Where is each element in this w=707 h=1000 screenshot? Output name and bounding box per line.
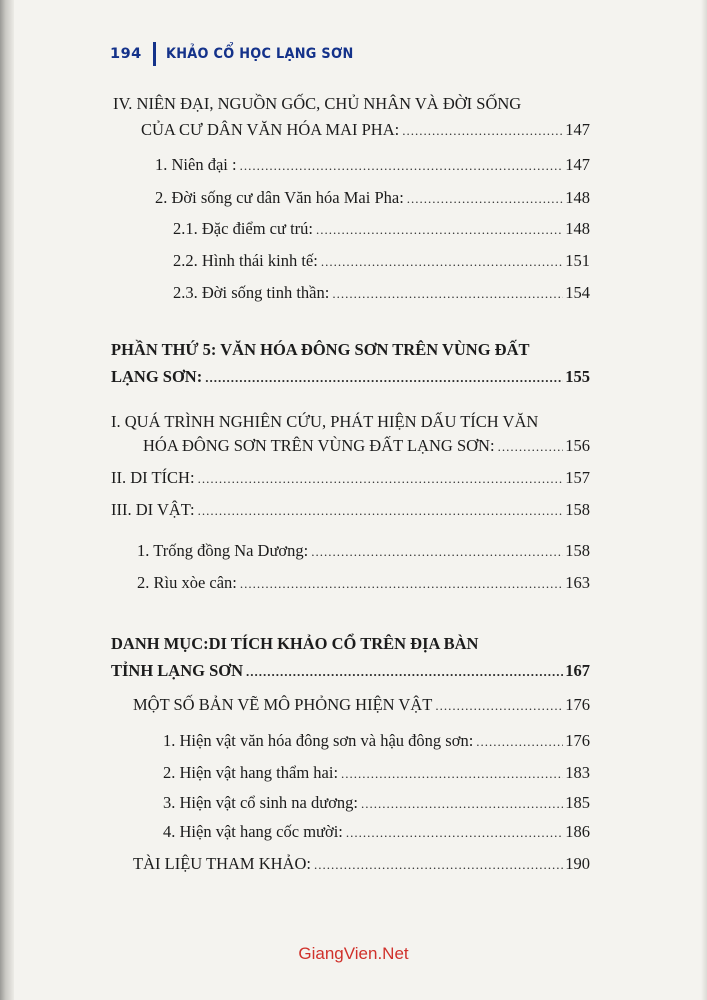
toc-entry-p5-iii-2 <box>137 573 590 594</box>
toc-page-number: 155 <box>565 367 590 386</box>
toc-page-number: 183 <box>565 763 590 782</box>
toc-entry-drawings-2 <box>163 763 590 784</box>
dot-leader <box>435 696 563 716</box>
header-book-title: KHẢO CỔ HỌC LẠNG SƠN <box>165 46 354 62</box>
toc-page-number: 176 <box>565 695 590 714</box>
toc-entry-p5-ii <box>111 468 590 489</box>
dot-leader <box>498 437 564 457</box>
header-page-number: 194 <box>110 46 142 62</box>
toc-label: 2. Hiện vật hang thẩm hai: <box>163 763 339 782</box>
toc-label: 2.3. Đời sống tinh thần: <box>173 283 330 302</box>
toc-label: CỦA CƯ DÂN VĂN HÓA MAI PHA: <box>141 120 400 139</box>
dot-leader <box>205 368 563 388</box>
dot-leader <box>407 189 563 209</box>
toc-page-number: 151 <box>565 251 590 270</box>
dot-leader <box>240 156 564 176</box>
toc-label: 3. Hiện vật cổ sinh na dương: <box>163 793 359 812</box>
toc-page-number: 158 <box>565 541 590 560</box>
toc-entry-drawings-1 <box>163 731 590 752</box>
toc-label: 1. Trống đồng Na Dương: <box>137 541 309 560</box>
toc-entry-iv-2-1 <box>173 219 590 240</box>
toc-page-number: 167 <box>565 661 590 680</box>
toc-entry-iv-2-3 <box>173 283 590 304</box>
toc-entry-part5 <box>111 367 590 388</box>
header-divider <box>153 42 156 66</box>
toc-page-number: 186 <box>565 822 590 841</box>
dot-leader <box>476 732 563 752</box>
toc-page-number: 154 <box>565 283 590 302</box>
toc-entry-catalog <box>111 661 590 682</box>
toc-label: 2.2. Hình thái kinh tế: <box>173 251 318 270</box>
toc-label: 2. Rìu xòe cân: <box>137 573 237 592</box>
toc-label: III. DI VẬT: <box>111 500 195 519</box>
page-edge <box>701 0 707 1000</box>
toc-entry-p5-iii-1 <box>137 541 590 562</box>
toc-label: 2. Đời sống cư dân Văn hóa Mai Pha: <box>155 188 404 207</box>
toc-entry-iv-2 <box>155 188 590 209</box>
dot-leader <box>346 823 563 843</box>
toc-page-number: 158 <box>565 500 590 519</box>
toc-entry-p5-i <box>143 436 590 457</box>
toc-entry-p5-i-title: I. QUÁ TRÌNH NGHIÊN CỨU, PHÁT HIỆN DẤU TÍCH VĂN <box>111 412 539 431</box>
toc-page-number: 148 <box>565 219 590 238</box>
toc-entry-iv-title: IV. NIÊN ĐẠI, NGUỒN GỐC, CHỦ NHÂN VÀ ĐỜI SỐNG <box>113 94 522 113</box>
toc-entry-references <box>133 854 590 875</box>
toc-label: 2.1. Đặc điểm cư trú: <box>173 219 313 238</box>
dot-leader <box>311 542 563 562</box>
toc-entry-drawings <box>133 695 590 716</box>
toc-page-number: 185 <box>565 793 590 812</box>
dot-leader <box>240 574 563 594</box>
dot-leader <box>198 501 564 521</box>
toc-page-number: 147 <box>565 155 590 174</box>
toc-label: II. DI TÍCH: <box>111 468 195 487</box>
toc-entry-iv-2-2 <box>173 251 590 272</box>
toc-label: 4. Hiện vật hang cốc mười: <box>163 822 343 841</box>
toc-entry-iv-1 <box>155 155 590 176</box>
toc-catalog-title: DANH MỤC:DI TÍCH KHẢO CỔ TRÊN ĐỊA BÀN <box>111 634 479 653</box>
dot-leader <box>361 794 563 814</box>
toc-page-number: 163 <box>565 573 590 592</box>
toc-entry-iv <box>141 120 590 141</box>
toc-label: TÀI LIỆU THAM KHẢO: <box>133 854 311 873</box>
dot-leader <box>402 121 563 141</box>
toc-page-number: 147 <box>565 120 590 139</box>
watermark-text: GiangVien.Net <box>298 944 409 963</box>
toc-entry-drawings-4 <box>163 822 590 843</box>
toc-page-number: 190 <box>565 854 590 873</box>
toc-label: HÓA ĐÔNG SƠN TRÊN VÙNG ĐẤT LẠNG SƠN: <box>143 436 495 455</box>
dot-leader <box>332 284 563 304</box>
toc-page-number: 176 <box>565 731 590 750</box>
dot-leader <box>321 252 563 272</box>
dot-leader <box>341 764 563 784</box>
toc-label: MỘT SỐ BẢN VẼ MÔ PHỎNG HIỆN VẬT <box>133 695 433 714</box>
toc-page-number: 148 <box>565 188 590 207</box>
dot-leader <box>246 662 563 682</box>
toc-page-number: 156 <box>565 436 590 455</box>
toc-label: TỈNH LẠNG SƠN <box>111 661 244 680</box>
toc-label: 1. Hiện vật văn hóa đông sơn và hậu đông sơn: <box>163 731 474 750</box>
toc-page-number: 157 <box>565 468 590 487</box>
running-header <box>110 41 370 67</box>
dot-leader <box>316 220 563 240</box>
toc-label: 1. Niên đại : <box>155 155 237 174</box>
toc-part5-title: PHẦN THỨ 5: VĂN HÓA ĐÔNG SƠN TRÊN VÙNG ĐẤT <box>111 340 530 359</box>
dot-leader <box>198 469 564 489</box>
dot-leader <box>314 855 563 875</box>
toc-label: LẠNG SƠN: <box>111 367 203 386</box>
toc-entry-p5-iii <box>111 500 590 521</box>
toc-entry-drawings-3 <box>163 793 590 814</box>
page-spine-shadow <box>0 0 14 1000</box>
